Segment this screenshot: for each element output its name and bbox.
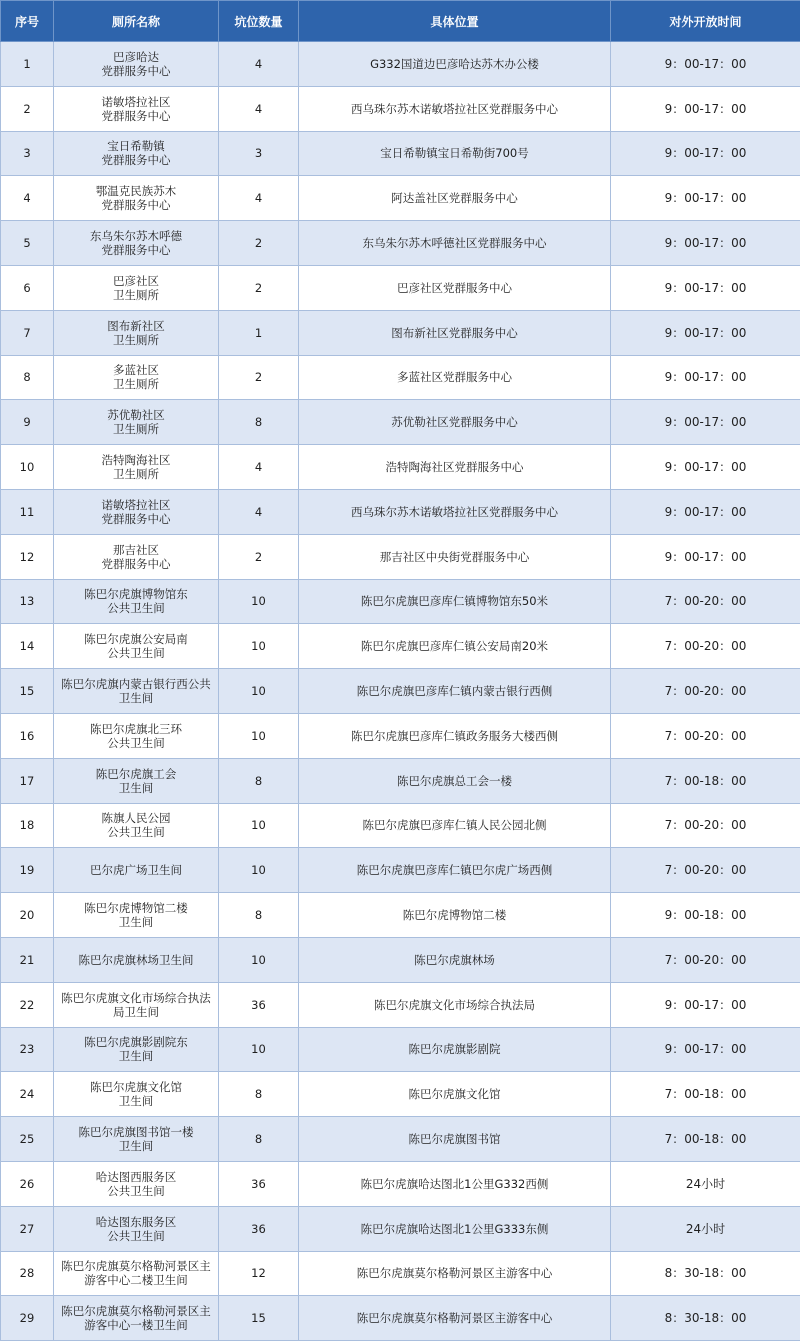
cell-toilet-name — [54, 131, 219, 176]
cell-seat-count: 10 — [219, 669, 299, 714]
cell-seat-count: 10 — [219, 803, 299, 848]
cell-toilet-name — [54, 445, 219, 490]
cell-opening-hours: 7：00-18：00 — [611, 1117, 800, 1162]
cell-seat-count: 10 — [219, 937, 299, 982]
cell-index: 27 — [1, 1206, 54, 1251]
table-row — [1, 1206, 800, 1251]
cell-location: 陈巴尔虎旗总工会一楼 — [299, 758, 611, 803]
table-row — [1, 265, 800, 310]
cell-toilet-name — [54, 221, 219, 266]
cell-seat-count: 3 — [219, 131, 299, 176]
cell-location: 陈巴尔虎旗影剧院 — [299, 1027, 611, 1072]
toilet-name-line: 卫生间 — [57, 1049, 215, 1063]
toilet-name-line: 陈巴尔虎旗文化市场综合执法 — [57, 991, 215, 1005]
cell-opening-hours: 7：00-20：00 — [611, 937, 800, 982]
cell-index: 10 — [1, 445, 54, 490]
toilet-name-line: 陈巴尔虎旗莫尔格勒河景区主 — [57, 1259, 215, 1273]
toilet-name-line: 游客中心二楼卫生间 — [57, 1273, 215, 1287]
toilet-name-line: 卫生间 — [57, 691, 215, 705]
table-row — [1, 1296, 800, 1341]
cell-opening-hours: 9：00-18：00 — [611, 893, 800, 938]
cell-opening-hours: 7：00-20：00 — [611, 848, 800, 893]
cell-location: 浩特陶海社区党群服务中心 — [299, 445, 611, 490]
toilet-name-line: 图布新社区 — [57, 319, 215, 333]
cell-toilet-name — [54, 355, 219, 400]
table-row — [1, 445, 800, 490]
cell-seat-count: 8 — [219, 758, 299, 803]
cell-location: 陈巴尔虎旗文化市场综合执法局 — [299, 982, 611, 1027]
table-row — [1, 579, 800, 624]
toilet-name-line: 党群服务中心 — [57, 109, 215, 123]
toilet-name-line: 多蓝社区 — [57, 363, 215, 377]
toilet-name-line: 公共卫生间 — [57, 1229, 215, 1243]
cell-opening-hours: 9：00-17：00 — [611, 355, 800, 400]
toilet-name-line: 诺敏塔拉社区 — [57, 95, 215, 109]
table-row — [1, 86, 800, 131]
table-row — [1, 221, 800, 266]
toilet-name-line: 公共卫生间 — [57, 825, 215, 839]
cell-index: 28 — [1, 1251, 54, 1296]
cell-seat-count: 2 — [219, 355, 299, 400]
toilet-name-line: 党群服务中心 — [57, 512, 215, 526]
cell-index: 23 — [1, 1027, 54, 1072]
table-body — [1, 42, 800, 1341]
toilet-name-line: 卫生间 — [57, 781, 215, 795]
table-row — [1, 848, 800, 893]
cell-index: 24 — [1, 1072, 54, 1117]
cell-seat-count: 4 — [219, 489, 299, 534]
cell-location: 陈巴尔虎旗巴彦库仁镇内蒙古银行西侧 — [299, 669, 611, 714]
cell-toilet-name — [54, 803, 219, 848]
cell-toilet-name — [54, 669, 219, 714]
toilet-name-line: 卫生厕所 — [57, 333, 215, 347]
cell-seat-count: 2 — [219, 221, 299, 266]
table-row — [1, 489, 800, 534]
toilet-name-line: 陈旗人民公园 — [57, 811, 215, 825]
cell-opening-hours: 7：00-20：00 — [611, 669, 800, 714]
cell-opening-hours: 9：00-17：00 — [611, 400, 800, 445]
cell-toilet-name — [54, 1161, 219, 1206]
cell-location: 宝日希勒镇宝日希勒街700号 — [299, 131, 611, 176]
cell-toilet-name — [54, 982, 219, 1027]
table-row — [1, 1072, 800, 1117]
cell-index: 9 — [1, 400, 54, 445]
cell-index: 26 — [1, 1161, 54, 1206]
table-row — [1, 713, 800, 758]
cell-toilet-name — [54, 400, 219, 445]
toilet-name-line: 卫生间 — [57, 915, 215, 929]
toilet-name-line: 游客中心一楼卫生间 — [57, 1318, 215, 1332]
table-row — [1, 1161, 800, 1206]
cell-seat-count: 36 — [219, 1206, 299, 1251]
cell-seat-count: 8 — [219, 893, 299, 938]
toilet-name-line: 陈巴尔虎旗博物馆东 — [57, 587, 215, 601]
cell-seat-count: 12 — [219, 1251, 299, 1296]
table-row — [1, 624, 800, 669]
cell-opening-hours: 9：00-17：00 — [611, 176, 800, 221]
cell-location: 陈巴尔虎旗莫尔格勒河景区主游客中心 — [299, 1251, 611, 1296]
cell-opening-hours: 8：30-18：00 — [611, 1296, 800, 1341]
cell-toilet-name — [54, 534, 219, 579]
toilet-name-line: 党群服务中心 — [57, 64, 215, 78]
table-row — [1, 131, 800, 176]
table-row — [1, 982, 800, 1027]
toilet-name-line: 苏优勒社区 — [57, 408, 215, 422]
cell-index: 1 — [1, 42, 54, 87]
cell-location: 陈巴尔虎旗哈达图北1公里G332西侧 — [299, 1161, 611, 1206]
cell-index: 2 — [1, 86, 54, 131]
toilet-name-line: 党群服务中心 — [57, 198, 215, 212]
table-row — [1, 1251, 800, 1296]
cell-location: 陈巴尔虎旗巴彦库仁镇博物馆东50米 — [299, 579, 611, 624]
cell-opening-hours: 7：00-20：00 — [611, 713, 800, 758]
toilet-name-line: 浩特陶海社区 — [57, 453, 215, 467]
cell-location: 陈巴尔虎旗巴彦库仁镇政务服务大楼西侧 — [299, 713, 611, 758]
table-row — [1, 534, 800, 579]
toilet-name-line: 卫生厕所 — [57, 288, 215, 302]
table-row — [1, 937, 800, 982]
cell-location: 西乌珠尔苏木诺敏塔拉社区党群服务中心 — [299, 489, 611, 534]
cell-opening-hours: 9：00-17：00 — [611, 445, 800, 490]
cell-index: 7 — [1, 310, 54, 355]
toilet-name-line: 公共卫生间 — [57, 646, 215, 660]
cell-toilet-name — [54, 713, 219, 758]
cell-index: 21 — [1, 937, 54, 982]
toilet-name-line: 宝日希勒镇 — [57, 139, 215, 153]
cell-toilet-name — [54, 848, 219, 893]
toilet-name-line: 陈巴尔虎旗工会 — [57, 767, 215, 781]
toilet-name-line: 公共卫生间 — [57, 1184, 215, 1198]
cell-opening-hours: 24小时 — [611, 1206, 800, 1251]
cell-opening-hours: 7：00-20：00 — [611, 803, 800, 848]
toilet-name-line: 公共卫生间 — [57, 736, 215, 750]
cell-location: 陈巴尔虎旗图书馆 — [299, 1117, 611, 1162]
cell-opening-hours: 7：00-18：00 — [611, 1072, 800, 1117]
cell-seat-count: 10 — [219, 848, 299, 893]
cell-location: 陈巴尔虎旗巴彦库仁镇人民公园北侧 — [299, 803, 611, 848]
cell-location: 那吉社区中央街党群服务中心 — [299, 534, 611, 579]
toilet-name-line: 陈巴尔虎旗北三环 — [57, 722, 215, 736]
toilet-name-line: 巴尔虎广场卫生间 — [57, 863, 215, 877]
cell-opening-hours: 9：00-17：00 — [611, 131, 800, 176]
cell-opening-hours: 9：00-17：00 — [611, 86, 800, 131]
toilet-name-line: 党群服务中心 — [57, 153, 215, 167]
cell-opening-hours: 9：00-17：00 — [611, 982, 800, 1027]
cell-seat-count: 10 — [219, 1027, 299, 1072]
cell-toilet-name — [54, 86, 219, 131]
cell-index: 20 — [1, 893, 54, 938]
toilet-name-line: 陈巴尔虎旗公安局南 — [57, 632, 215, 646]
cell-index: 4 — [1, 176, 54, 221]
cell-location: G332国道边巴彦哈达苏木办公楼 — [299, 42, 611, 87]
cell-index: 6 — [1, 265, 54, 310]
cell-toilet-name — [54, 937, 219, 982]
cell-location: 阿达盖社区党群服务中心 — [299, 176, 611, 221]
toilet-name-line: 哈达图西服务区 — [57, 1170, 215, 1184]
cell-seat-count: 8 — [219, 1117, 299, 1162]
cell-toilet-name — [54, 1251, 219, 1296]
cell-toilet-name — [54, 758, 219, 803]
table-row — [1, 758, 800, 803]
toilet-name-line: 卫生厕所 — [57, 377, 215, 391]
cell-opening-hours: 24小时 — [611, 1161, 800, 1206]
table-row — [1, 176, 800, 221]
toilet-name-line: 公共卫生间 — [57, 601, 215, 615]
cell-location: 陈巴尔虎旗林场 — [299, 937, 611, 982]
cell-index: 29 — [1, 1296, 54, 1341]
cell-seat-count: 10 — [219, 624, 299, 669]
cell-location: 西乌珠尔苏木诺敏塔拉社区党群服务中心 — [299, 86, 611, 131]
cell-location: 陈巴尔虎旗巴彦库仁镇巴尔虎广场西侧 — [299, 848, 611, 893]
cell-location: 陈巴尔虎旗莫尔格勒河景区主游客中心 — [299, 1296, 611, 1341]
toilet-name-line: 陈巴尔虎旗图书馆一楼 — [57, 1125, 215, 1139]
cell-index: 12 — [1, 534, 54, 579]
toilet-name-line: 陈巴尔虎旗内蒙古银行西公共 — [57, 677, 215, 691]
header-name: 厕所名称 — [54, 1, 219, 42]
toilet-name-line: 哈达图东服务区 — [57, 1215, 215, 1229]
cell-seat-count: 4 — [219, 86, 299, 131]
cell-location: 苏优勒社区党群服务中心 — [299, 400, 611, 445]
cell-index: 8 — [1, 355, 54, 400]
cell-seat-count: 10 — [219, 579, 299, 624]
cell-index: 22 — [1, 982, 54, 1027]
cell-seat-count: 4 — [219, 445, 299, 490]
cell-index: 17 — [1, 758, 54, 803]
cell-location: 陈巴尔虎旗文化馆 — [299, 1072, 611, 1117]
cell-location: 陈巴尔虎旗哈达图北1公里G333东侧 — [299, 1206, 611, 1251]
cell-location: 陈巴尔虎博物馆二楼 — [299, 893, 611, 938]
cell-location: 东乌朱尔苏木呼德社区党群服务中心 — [299, 221, 611, 266]
cell-seat-count: 2 — [219, 534, 299, 579]
cell-opening-hours: 9：00-17：00 — [611, 534, 800, 579]
table-row — [1, 355, 800, 400]
cell-location: 陈巴尔虎旗巴彦库仁镇公安局南20米 — [299, 624, 611, 669]
cell-toilet-name — [54, 893, 219, 938]
cell-opening-hours: 9：00-17：00 — [611, 489, 800, 534]
toilet-name-line: 陈巴尔虎旗林场卫生间 — [57, 953, 215, 967]
cell-opening-hours: 9：00-17：00 — [611, 42, 800, 87]
cell-index: 11 — [1, 489, 54, 534]
header-index: 序号 — [1, 1, 54, 42]
toilet-name-line: 诺敏塔拉社区 — [57, 498, 215, 512]
cell-opening-hours: 9：00-17：00 — [611, 1027, 800, 1072]
header-seats: 坑位数量 — [219, 1, 299, 42]
toilet-name-line: 巴彦社区 — [57, 274, 215, 288]
cell-toilet-name — [54, 310, 219, 355]
cell-seat-count: 36 — [219, 982, 299, 1027]
cell-opening-hours: 7：00-18：00 — [611, 758, 800, 803]
cell-index: 3 — [1, 131, 54, 176]
cell-toilet-name — [54, 1027, 219, 1072]
header-hours: 对外开放时间 — [611, 1, 800, 42]
cell-seat-count: 1 — [219, 310, 299, 355]
cell-location: 多蓝社区党群服务中心 — [299, 355, 611, 400]
cell-seat-count: 8 — [219, 1072, 299, 1117]
cell-toilet-name — [54, 1296, 219, 1341]
cell-seat-count: 8 — [219, 400, 299, 445]
toilet-name-line: 鄂温克民族苏木 — [57, 184, 215, 198]
toilet-name-line: 陈巴尔虎旗文化馆 — [57, 1080, 215, 1094]
toilet-name-line: 东乌朱尔苏木呼德 — [57, 229, 215, 243]
cell-location: 巴彦社区党群服务中心 — [299, 265, 611, 310]
cell-toilet-name — [54, 1072, 219, 1117]
table-row — [1, 42, 800, 87]
cell-toilet-name — [54, 1206, 219, 1251]
cell-toilet-name — [54, 489, 219, 534]
table-header-row — [1, 1, 800, 42]
cell-index: 5 — [1, 221, 54, 266]
toilet-name-line: 陈巴尔虎博物馆二楼 — [57, 901, 215, 915]
table-row — [1, 669, 800, 714]
toilet-name-line: 党群服务中心 — [57, 243, 215, 257]
cell-opening-hours: 7：00-20：00 — [611, 624, 800, 669]
cell-seat-count: 4 — [219, 176, 299, 221]
cell-opening-hours: 9：00-17：00 — [611, 265, 800, 310]
cell-seat-count: 4 — [219, 42, 299, 87]
table-row — [1, 400, 800, 445]
table-row — [1, 803, 800, 848]
cell-index: 25 — [1, 1117, 54, 1162]
cell-opening-hours: 8：30-18：00 — [611, 1251, 800, 1296]
toilet-name-line: 卫生间 — [57, 1139, 215, 1153]
toilet-name-line: 陈巴尔虎旗莫尔格勒河景区主 — [57, 1304, 215, 1318]
header-location: 具体位置 — [299, 1, 611, 42]
toilet-name-line: 党群服务中心 — [57, 557, 215, 571]
cell-seat-count: 36 — [219, 1161, 299, 1206]
cell-opening-hours: 9：00-17：00 — [611, 221, 800, 266]
table-row — [1, 310, 800, 355]
cell-index: 15 — [1, 669, 54, 714]
table-row — [1, 1027, 800, 1072]
cell-index: 19 — [1, 848, 54, 893]
cell-opening-hours: 7：00-20：00 — [611, 579, 800, 624]
cell-index: 16 — [1, 713, 54, 758]
toilet-name-line: 卫生厕所 — [57, 422, 215, 436]
cell-seat-count: 15 — [219, 1296, 299, 1341]
cell-toilet-name — [54, 265, 219, 310]
toilet-name-line: 卫生厕所 — [57, 467, 215, 481]
cell-seat-count: 2 — [219, 265, 299, 310]
cell-opening-hours: 9：00-17：00 — [611, 310, 800, 355]
cell-toilet-name — [54, 579, 219, 624]
cell-location: 图布新社区党群服务中心 — [299, 310, 611, 355]
toilet-name-line: 局卫生间 — [57, 1005, 215, 1019]
toilet-name-line: 陈巴尔虎旗影剧院东 — [57, 1035, 215, 1049]
cell-toilet-name — [54, 1117, 219, 1162]
cell-index: 13 — [1, 579, 54, 624]
table-row — [1, 893, 800, 938]
cell-seat-count: 10 — [219, 713, 299, 758]
cell-toilet-name — [54, 42, 219, 87]
toilet-name-line: 那吉社区 — [57, 543, 215, 557]
cell-index: 18 — [1, 803, 54, 848]
cell-toilet-name — [54, 176, 219, 221]
toilet-name-line: 卫生间 — [57, 1094, 215, 1108]
cell-index: 14 — [1, 624, 54, 669]
cell-toilet-name — [54, 624, 219, 669]
table-row — [1, 1117, 800, 1162]
toilet-name-line: 巴彦哈达 — [57, 50, 215, 64]
